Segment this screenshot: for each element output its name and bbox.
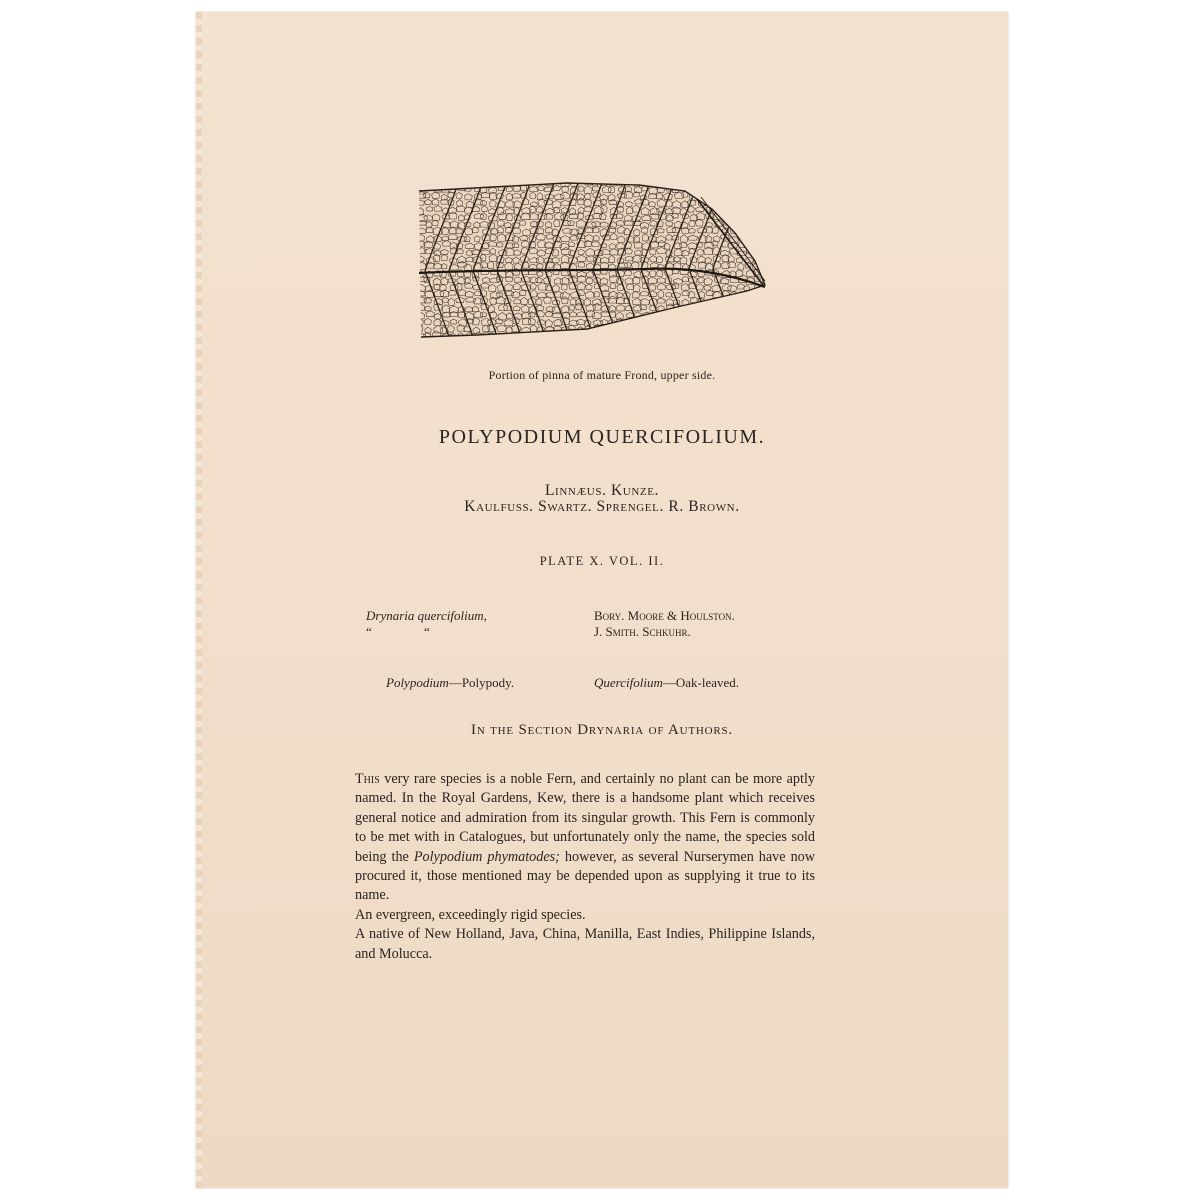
paragraph-1-text-b: however, as several Nurserymen have now procured it, those mentioned may be depended upon as supplying it true to its name.: [355, 848, 816, 904]
etymology-genus: [386, 675, 514, 691]
authors-line-1: Linnæus. Kunze.: [544, 482, 659, 499]
paragraph-3: A native of New Holland, Java, China, Manilla, East Indies, Philippine Islands, and Molucca.: [355, 926, 815, 962]
section-heading: In the Section Drynaria of Authors.: [471, 722, 733, 738]
synonym-ditto: [366, 624, 482, 640]
paragraph-1-italic: Polypodium phymatodes;: [413, 848, 560, 865]
book-page: [196, 12, 1008, 1188]
synonym-authors-1: Bory. Moore & Houlston.: [594, 608, 735, 623]
genus-term: Polypodium: [386, 675, 449, 690]
frond-engraving: [417, 177, 767, 347]
paragraph-2: An evergreen, exceedingly rigid species.: [355, 906, 586, 923]
ditto-mark-2: “: [424, 624, 430, 639]
frond-illustration-icon: [417, 177, 767, 347]
paragraph-1: [355, 770, 815, 906]
paragraph-1-text-a: very rare species is a noble Fern, and certainly no plant can be more aptly named. In the Royal Gardens, Kew, there is a handsome plant which receives general notice and admiration from its singular growth. This Fern is commonly to be met with in Catalogues, but unfortunately only the name, the species sold being the: [355, 771, 815, 865]
species-term: Quercifolium: [594, 675, 663, 690]
species-meaning: —Oak-leaved.: [662, 675, 740, 690]
genus-meaning: —Polypody.: [448, 675, 515, 690]
etymology-species: [594, 675, 739, 691]
figure-caption: Portion of pinna of mature Frond, upper side.: [488, 368, 716, 382]
ditto-mark-1: “: [366, 624, 372, 639]
paragraph-lead-word: This: [355, 771, 380, 787]
body-text: [355, 770, 815, 964]
page-title: POLYPODIUM QUERCIFOLIUM.: [438, 426, 766, 448]
authors-line-2: Kaulfuss. Swartz. Sprengel. R. Brown.: [464, 498, 740, 515]
plate-reference: PLATE X. VOL. II.: [539, 554, 665, 568]
synonym-authors-2: J. Smith. Schkuhr.: [594, 624, 691, 639]
synonym-name: Drynaria quercifolium,: [366, 608, 487, 623]
